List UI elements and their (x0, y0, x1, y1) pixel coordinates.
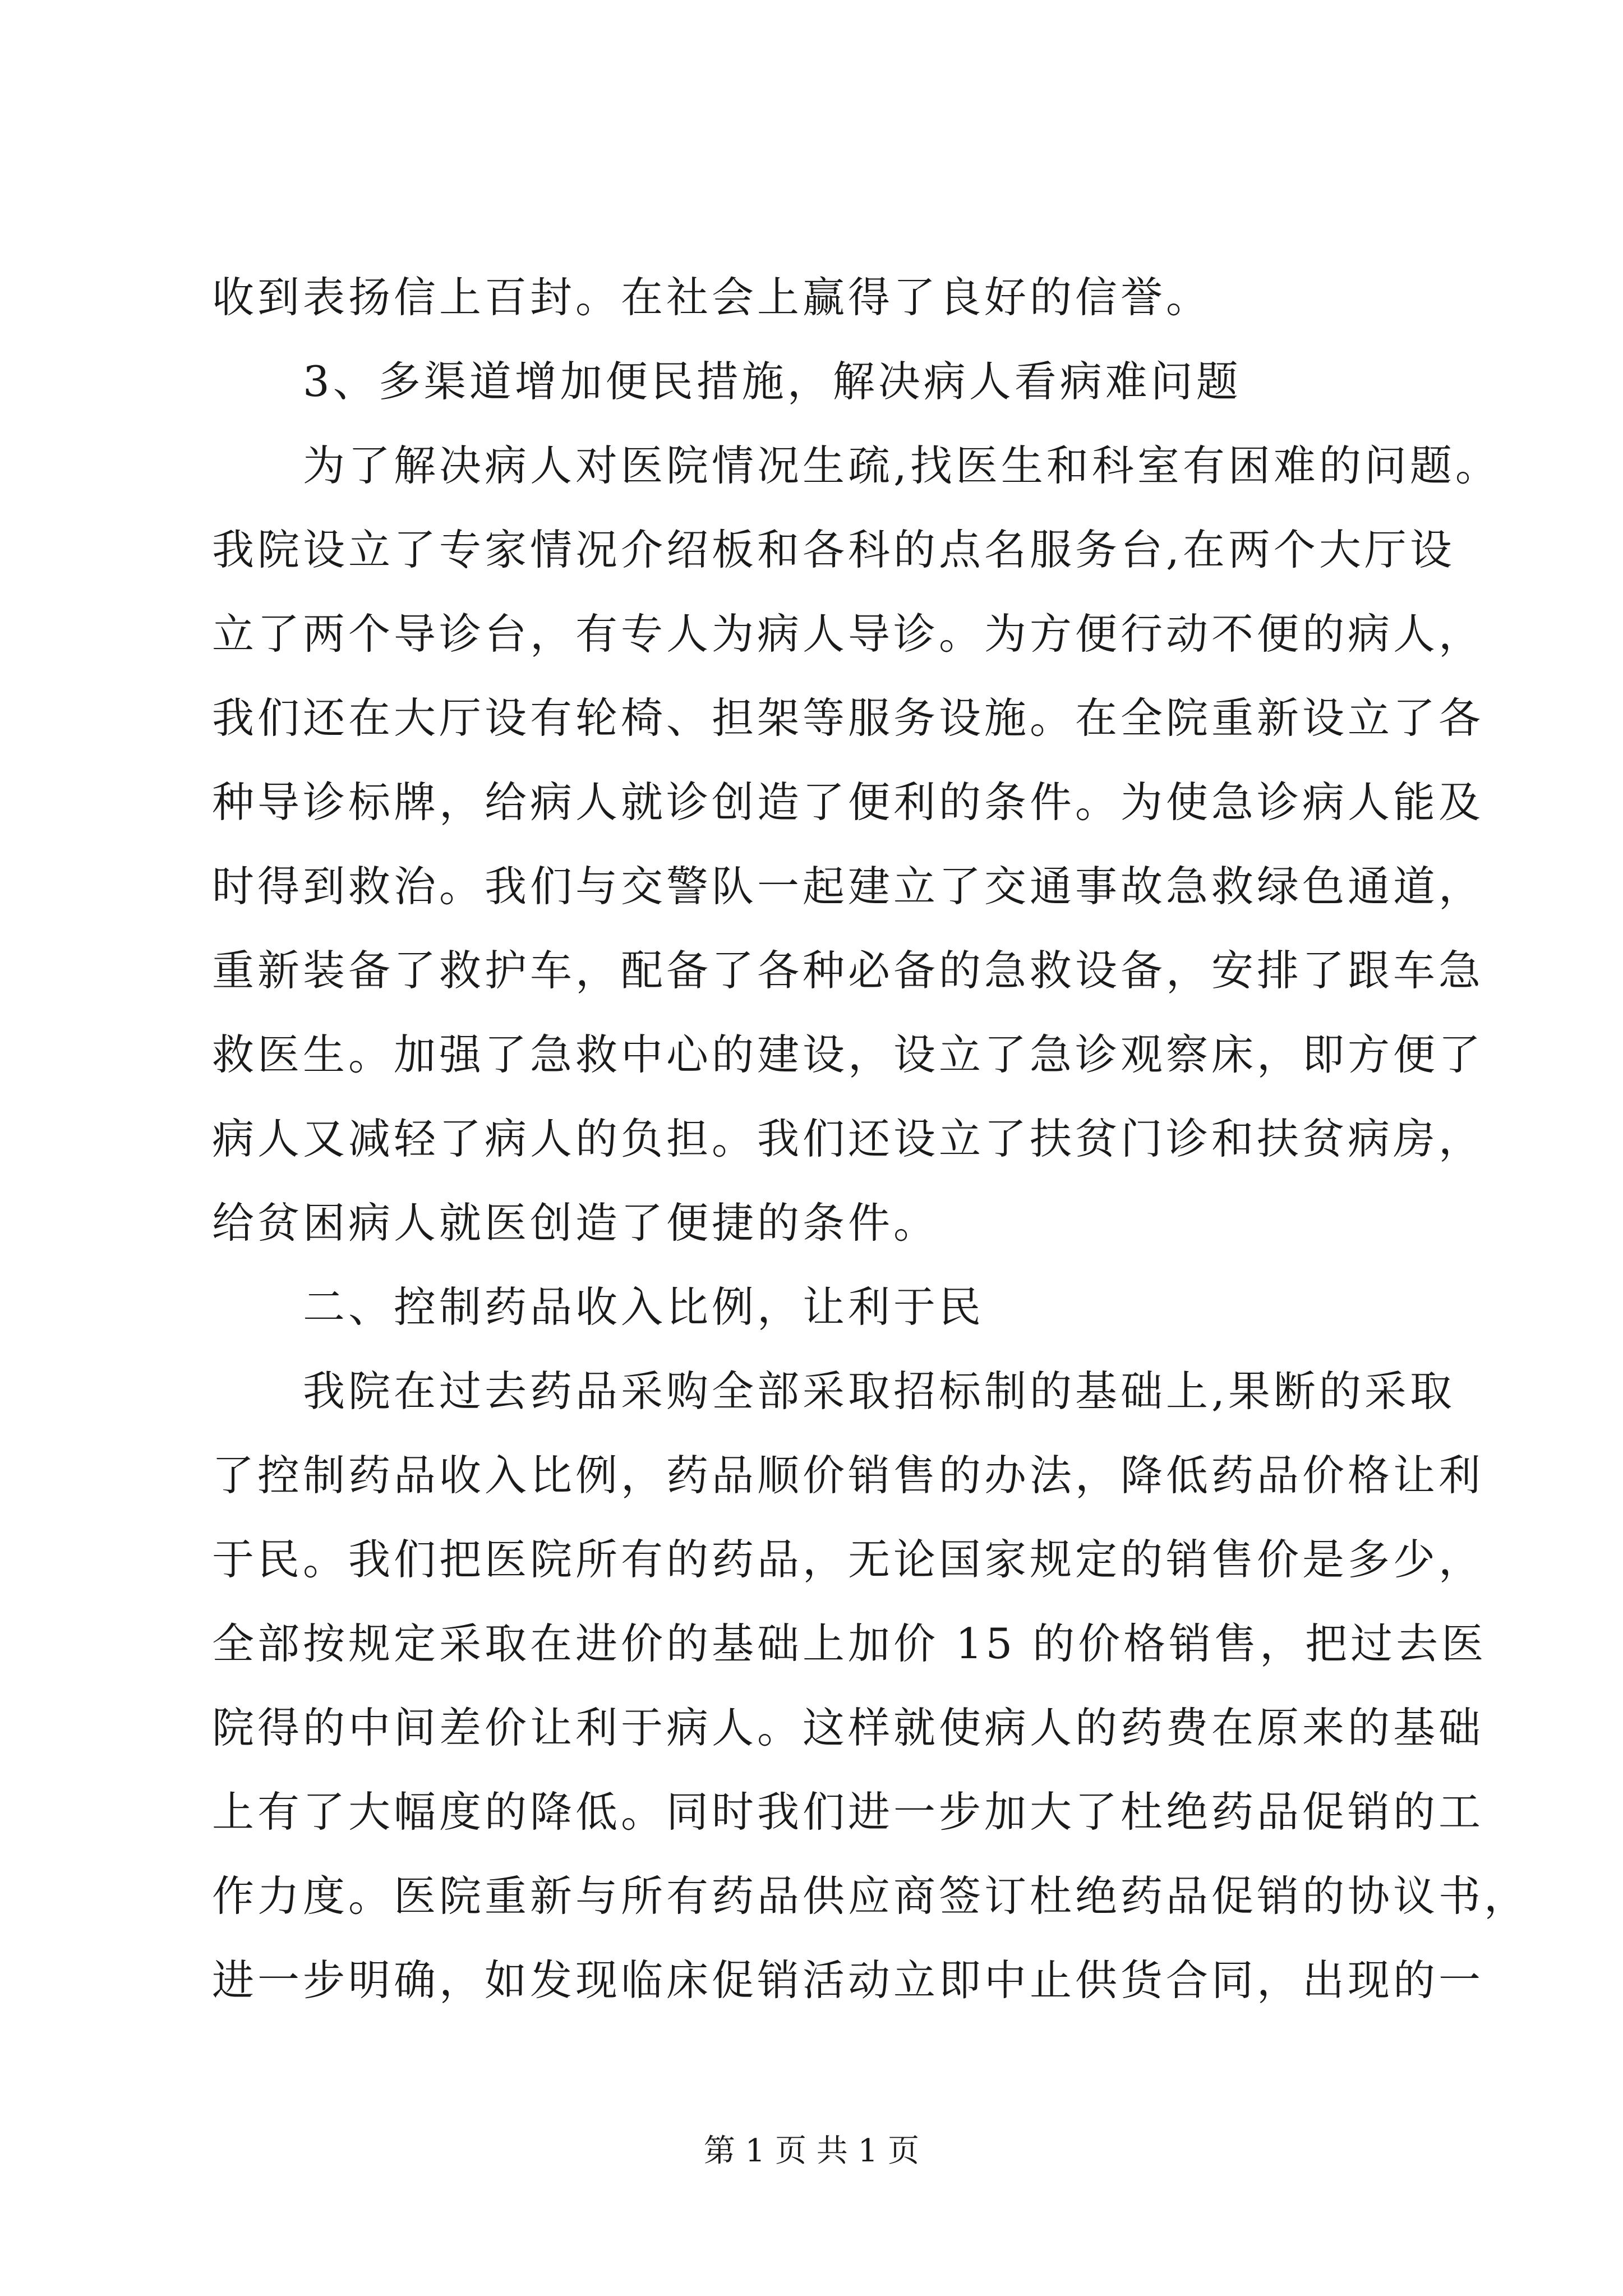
text-line-8: 时得到救治。我们与交警队一起建立了交通事故急救绿色通道， (212, 862, 1484, 911)
text-line-15: 了控制药品收入比例，药品顺价销售的办法，降低药品价格让利 (212, 1451, 1484, 1500)
text-line-11: 病人又减轻了病人的负担。我们还设立了扶贫门诊和扶贫病房， (212, 1114, 1484, 1163)
page-footer: 第 1 页 共 1 页 (703, 2133, 920, 2169)
text-line-10: 救医生。加强了急救中心的建设，设立了急诊观察床，即方便了 (212, 1030, 1484, 1079)
text-line-21: 进一步明确，如发现临床促销活动立即中止供货合同，出现的一 (212, 1955, 1484, 2005)
text-line-16: 于民。我们把医院所有的药品，无论国家规定的销售价是多少， (212, 1535, 1484, 1584)
text-line-6: 我们还在大厅设有轮椅、担架等服务设施。在全院重新设立了各 (212, 693, 1484, 743)
text-line-19: 上有了大幅度的降低。同时我们进一步加大了杜绝药品促销的工 (212, 1787, 1484, 1837)
text-line-13: 二、控制药品收入比例，让利于民 (303, 1282, 985, 1332)
text-line-12: 给贫困病人就医创造了便捷的条件。 (212, 1198, 939, 1248)
text-line-2: 3、多渠道增加便民措施，解决病人看病难问题 (303, 357, 1242, 406)
text-line-3: 为了解决病人对医院情况生疏,找医生和科室有困难的问题。 (303, 441, 1501, 490)
text-line-5: 立了两个导诊台，有专人为病人导诊。为方便行动不便的病人， (212, 609, 1484, 659)
text-line-17: 全部按规定采取在进价的基础上加价 15 的价格销售，把过去医 (212, 1619, 1487, 1668)
text-line-18: 院得的中间差价让利于病人。这样就使病人的药费在原来的基础 (212, 1703, 1484, 1752)
text-line-20: 作力度。医院重新与所有药品供应商签订杜绝药品促销的协议书， (212, 1871, 1530, 1921)
text-line-14: 我院在过去药品采购全部采取招标制的基础上,果断的采取 (303, 1366, 1455, 1416)
text-line-9: 重新装备了救护车，配备了各种必备的急救设备，安排了跟车急 (212, 946, 1484, 995)
text-line-4: 我院设立了专家情况介绍板和各科的点名服务台,在两个大厅设 (212, 525, 1455, 574)
text-line-1: 收到表扬信上百封。在社会上赢得了良好的信誉。 (212, 273, 1212, 322)
text-line-7: 种导诊标牌，给病人就诊创造了便利的条件。为使急诊病人能及 (212, 777, 1484, 827)
